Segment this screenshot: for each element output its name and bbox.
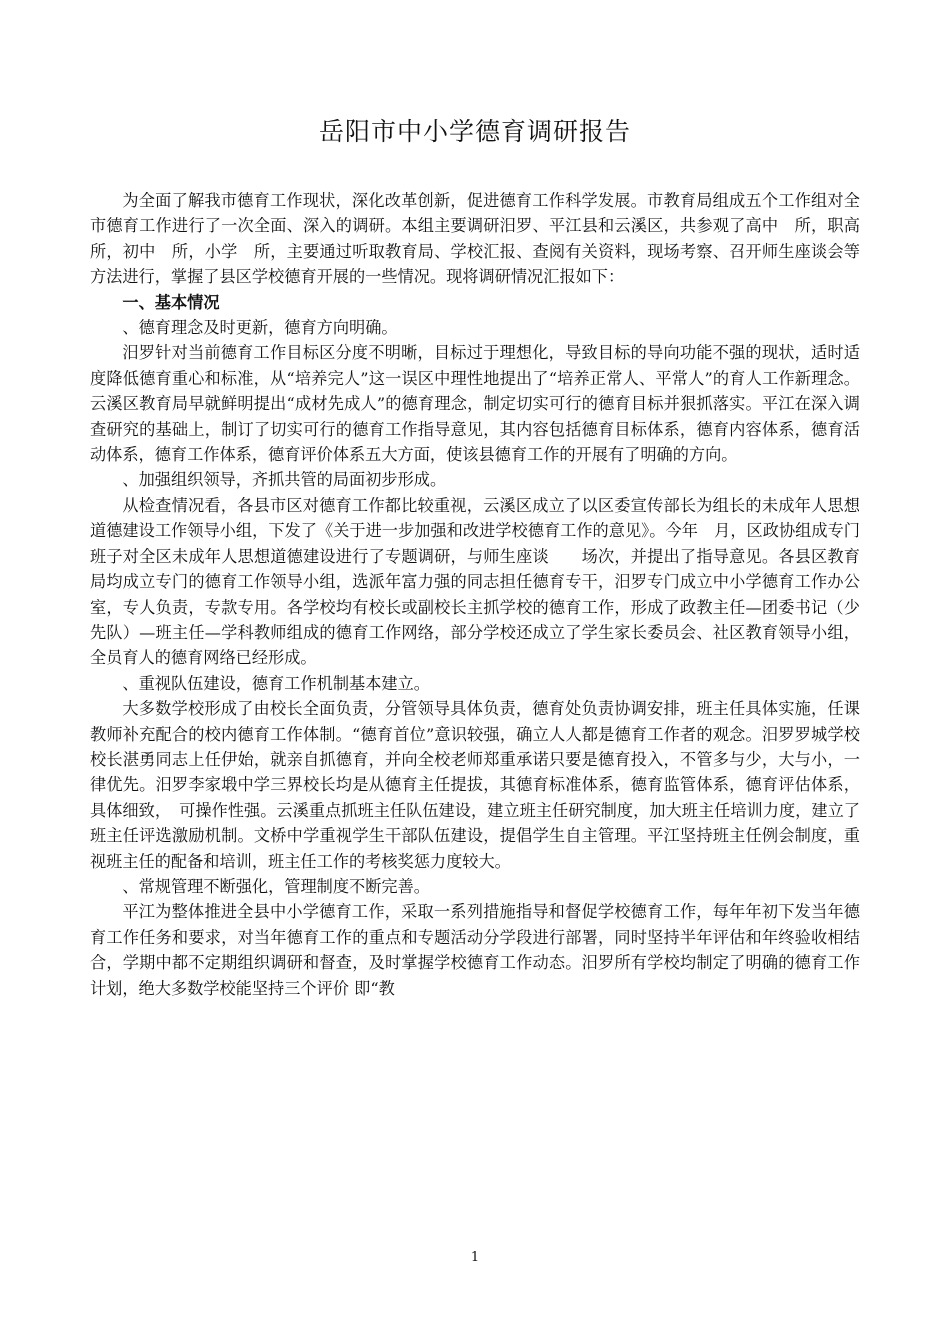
body-paragraph: 大多数学校形成了由校长全面负责，分管领导具体负责，德育处负责协调安排，班主任具体实施，任课教师补充配合的校内德育工作体制。“德育首位”意识较强，确立人人都是德育工作者的观念。汨罗罗城学校校长湛勇同志上任伊始，就亲自抓德育，并向全校老师郑重承诺只要是德育投入，不管多与少，大与小，一律优先。汨罗李家塅中学三界校长均是从德育主任提拔，其德育标准体系，德育监管体系，德育评估体系，具体细致， 可操作性强。云溪重点抓班主任队伍建设，建立班主任研究制度，加大班主任培训力度，建立了班主任评选激励机制。文桥中学重视学生干部队伍建设，提倡学生自主管理。平江坚持班主任例会制度，重视班主任的配备和培训，班主任工作的考核奖惩力度较大。 xyxy=(90,699,860,871)
page-number: 1 xyxy=(470,1250,480,1265)
body-paragraph: 为全面了解我市德育工作现状，深化改革创新，促进德育工作科学发展。市教育局组成五个工作组对全市德育工作进行了一次全面、深入的调研。本组主要调研汨罗、平江县和云溪区，共参观了高中 所，职高 所，初中 所，小学 所，主要通过听取教育局、学校汇报、查阅有关资料，现场考察、召开师生座谈会等方法进行，掌握了县区学校德育开展的一些情况。现将调研情况汇报如下： xyxy=(90,191,877,287)
body-paragraph: 平江为整体推进全县中小学德育工作，采取一系列措施指导和督促学校德育工作，每年年初下发当年德育工作任务和要求，对当年德育工作的重点和专题活动分学段进行部署，同时坚持半年评估和年终验收相结合，学期中都不定期组织调研和督查，及时掌握学校德育工作动态。汨罗所有学校均制定了明确的德育工作计划，绝大多数学校能坚持三个评价 即“教 xyxy=(90,902,860,998)
body-paragraph: 、加强组织领导，齐抓共管的局面初步形成。 xyxy=(122,470,447,490)
section-heading: 一、基本情况 xyxy=(122,292,220,312)
body-paragraph: 、重视队伍建设，德育工作机制基本建立。 xyxy=(122,673,430,693)
document-body xyxy=(90,188,877,1001)
body-paragraph: 、德育理念及时更新，德育方向明确。 xyxy=(122,318,398,338)
document-title: 岳阳市中小学德育调研报告 xyxy=(318,117,631,146)
body-paragraph: 、常规管理不断强化，管理制度不断完善。 xyxy=(122,876,430,896)
body-paragraph: 从检查情况看，各县市区对德育工作都比较重视，云溪区成立了以区委宣传部长为组长的未成年人思想道德建设工作领导小组，下发了《关于进一步加强和改进学校德育工作的意见》。今年 月，区政协组成专门班子对全区未成年人思想道德建设进行了专题调研，与师生座谈 场次，并提出了指导意见。各县区教育局均成立专门的德育工作领导小组，选派年富力强的同志担任德育专干，汨罗专门成立中小学德育工作办公室，专人负责，专款专用。各学校均有校长或副校长主抓学校的德育工作，形成了政教主任—团委书记（少先队）—班主任—学科教师组成的德育工作网络，部分学校还成立了学生家长委员会、社区教育领导小组，全员育人的德育网络已经形成。 xyxy=(90,495,860,668)
body-paragraph: 汨罗针对当前德育工作目标区分度不明晰，目标过于理想化，导致目标的导向功能不强的现状，适时适度降低德育重心和标准，从“培养完人”这一误区中理性地提出了“培养正常人、平常人”的育人工作新理念。云溪区教育局早就鲜明提出“成材先成人”的德育理念，制定切实可行的德育目标并狠抓落实。平江在深入调查研究的基础上，制订了切实可行的德育工作指导意见，其内容包括德育目标体系，德育内容体系，德育活动体系，德育工作体系，德育评价体系五大方面，使该县德育工作的开展有了明确的方向。 xyxy=(90,343,860,465)
